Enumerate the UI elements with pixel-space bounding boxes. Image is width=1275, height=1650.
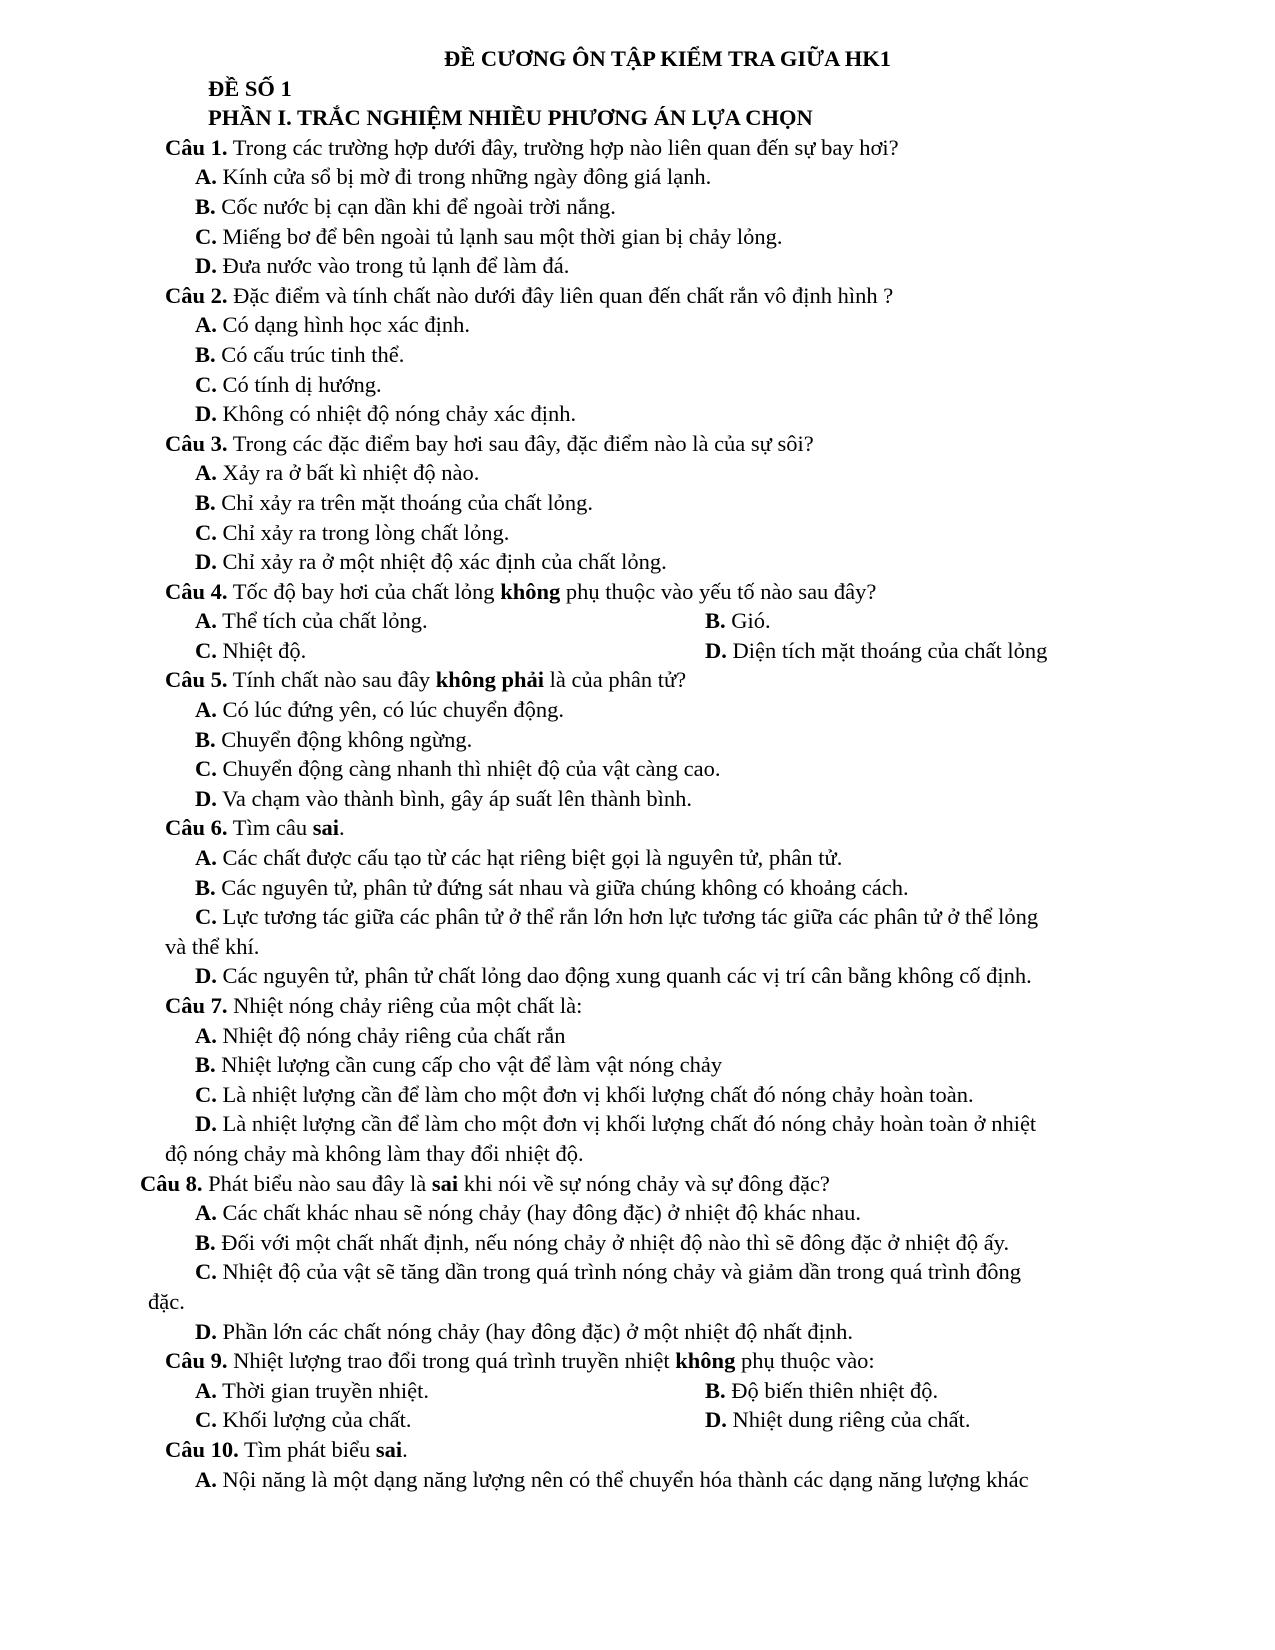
option-letter: A. (195, 164, 217, 190)
option-b (705, 606, 771, 636)
option-row (0, 1376, 1275, 1406)
option-text: Diện tích mặt thoáng của chất lỏng (732, 637, 1048, 663)
option-c (0, 754, 1275, 784)
question-emphasis: không phải (435, 667, 544, 693)
option-b (705, 1376, 938, 1406)
option-text: Các chất được cấu tạo từ các hạt riêng biệt gọi là nguyên tử, phân tử. (222, 845, 843, 871)
option-text: Có lúc đứng yên, có lúc chuyển động. (222, 697, 564, 723)
option-row (0, 1405, 1275, 1435)
option-c (0, 1257, 1275, 1287)
option-text: Các nguyên tử, phân tử đứng sát nhau và giữa chúng không có khoảng cách. (221, 874, 909, 900)
question-8 (0, 1169, 1275, 1199)
option-text: Cốc nước bị cạn dần khi để ngoài trời nắng. (221, 193, 616, 219)
option-letter: A. (195, 1466, 217, 1492)
question-emphasis: sai (375, 1436, 403, 1462)
option-d-continuation: độ nóng chảy mà không làm thay đổi nhiệt độ. (165, 1140, 584, 1166)
option-d (705, 1405, 971, 1435)
option-letter: C. (195, 1081, 217, 1107)
option-a (0, 843, 1275, 873)
option-letter: B. (195, 489, 216, 515)
option-letter: A. (195, 845, 217, 871)
question-text: Trong các đặc điểm bay hơi sau đây, đặc điểm nào là của sự sôi? (232, 430, 814, 456)
option-letter: D. (195, 253, 217, 279)
option-b (0, 725, 1275, 755)
option-letter: A. (195, 1377, 217, 1403)
option-text: Chỉ xảy ra trong lòng chất lỏng. (222, 519, 510, 545)
option-d (0, 547, 1275, 577)
option-a (0, 1198, 1275, 1228)
option-letter: C. (195, 371, 217, 397)
option-d (0, 251, 1275, 281)
option-a (0, 310, 1275, 340)
question-text: là của phân tử? (549, 667, 687, 693)
option-letter: A. (195, 697, 217, 723)
option-letter: D. (195, 1111, 217, 1137)
option-text: Có cấu trúc tinh thể. (221, 341, 405, 367)
option-c-continuation: và thể khí. (165, 933, 260, 959)
option-text: Nhiệt dung riêng của chất. (732, 1407, 971, 1433)
option-letter: A. (195, 312, 217, 338)
question-number: Câu 1. (165, 134, 228, 160)
question-2 (0, 281, 1275, 311)
question-text: phụ thuộc vào yếu tố nào sau đây? (565, 578, 877, 604)
option-text: Thời gian truyền nhiệt. (222, 1377, 429, 1403)
option-text: Miếng bơ để bên ngoài tủ lạnh sau một thời gian bị chảy lỏng. (222, 223, 783, 249)
option-text: Xảy ra ở bất kì nhiệt độ nào. (222, 460, 480, 486)
option-a (0, 695, 1275, 725)
option-letter: A. (195, 1200, 217, 1226)
option-text: Có tính dị hướng. (222, 371, 382, 397)
option-letter: D. (195, 963, 217, 989)
option-c-continuation: đặc. (148, 1288, 185, 1314)
question-text: Trong các trường hợp dưới đây, trường hợp nào liên quan đến sự bay hơi? (232, 134, 899, 160)
option-letter: C. (195, 637, 217, 663)
option-b (0, 873, 1275, 903)
option-text: Chỉ xảy ra ở một nhiệt độ xác định của chất lỏng. (222, 549, 667, 575)
question-text: Tìm phát biểu (243, 1436, 371, 1462)
option-text: Chuyển động càng nhanh thì nhiệt độ của vật càng cao. (222, 756, 721, 782)
option-c (0, 1080, 1275, 1110)
question-text: Phát biểu nào sau đây là (208, 1170, 427, 1196)
option-letter: A. (195, 1022, 217, 1048)
option-text: Nội năng là một dạng năng lượng nên có thể chuyển hóa thành các dạng năng lượng khác (222, 1466, 1029, 1492)
option-letter: C. (195, 519, 217, 545)
option-c (0, 518, 1275, 548)
option-c (0, 902, 1275, 932)
section-heading: PHẦN I. TRẮC NGHIỆM NHIỀU PHƯƠNG ÁN LỰA CHỌN (208, 105, 813, 131)
option-a (195, 1376, 429, 1406)
question-text: Tìm câu (232, 815, 308, 841)
option-letter: A. (195, 608, 217, 634)
option-letter: B. (705, 1377, 726, 1403)
question-emphasis: sai (312, 815, 339, 841)
option-text: Phần lớn các chất nóng chảy (hay đông đặc) ở một nhiệt độ nhất định. (222, 1318, 854, 1344)
question-1 (0, 133, 1275, 163)
option-row (0, 636, 1275, 666)
question-9 (0, 1346, 1275, 1376)
option-b (0, 192, 1275, 222)
document-page (0, 44, 1275, 1494)
question-text: . (402, 1436, 408, 1462)
option-d (0, 1317, 1275, 1347)
option-b (0, 340, 1275, 370)
question-number: Câu 4. (165, 578, 228, 604)
option-text: Chỉ xảy ra trên mặt thoáng của chất lỏng. (221, 489, 594, 515)
option-c (0, 370, 1275, 400)
document-title: ĐỀ CƯƠNG ÔN TẬP KIỂM TRA GIỮA HK1 (444, 46, 891, 71)
option-d (0, 961, 1275, 991)
option-letter: B. (705, 608, 726, 634)
option-a (0, 162, 1275, 192)
question-text: Đặc điểm và tính chất nào dưới đây liên quan đến chất rắn vô định hình ? (233, 282, 894, 308)
option-letter: B. (195, 193, 216, 219)
option-b (0, 488, 1275, 518)
option-text: Đối với một chất nhất định, nếu nóng chảy ở nhiệt độ nào thì sẽ đông đặc ở nhiệt độ ấy. (221, 1229, 1010, 1255)
option-letter: B. (195, 1052, 216, 1078)
option-letter: C. (195, 1407, 217, 1433)
option-b (0, 1050, 1275, 1080)
option-text: Không có nhiệt độ nóng chảy xác định. (222, 401, 577, 427)
question-text: Nhiệt lượng trao đổi trong quá trình truyền nhiệt (233, 1348, 670, 1374)
question-number: Câu 8. (140, 1170, 203, 1196)
option-letter: D. (195, 401, 217, 427)
option-letter: C. (195, 1259, 217, 1285)
option-letter: C. (195, 904, 217, 930)
option-c (195, 1405, 412, 1435)
option-text: Nhiệt độ của vật sẽ tăng dần trong quá trình nóng chảy và giảm dần trong quá trình đông (222, 1259, 1022, 1285)
option-a (0, 458, 1275, 488)
option-c (195, 636, 306, 666)
exam-number: ĐỀ SỐ 1 (208, 75, 292, 101)
question-emphasis: sai (431, 1170, 459, 1196)
option-c (0, 222, 1275, 252)
question-text: Tốc độ bay hơi của chất lỏng (232, 578, 495, 604)
option-letter: D. (705, 637, 727, 663)
option-text: Lực tương tác giữa các phân tử ở thể rắn lớn hơn lực tương tác giữa các phân tử ở thể lỏng (222, 904, 1039, 930)
question-text: Tính chất nào sau đây (232, 667, 431, 693)
question-emphasis: không (500, 578, 561, 604)
option-d (0, 399, 1275, 429)
option-text: Chuyển động không ngừng. (221, 726, 473, 752)
question-emphasis: không (675, 1348, 736, 1374)
option-text: Đưa nước vào trong tủ lạnh để làm đá. (222, 253, 570, 279)
question-text: Nhiệt nóng chảy riêng của một chất là: (233, 993, 583, 1018)
option-text: Nhiệt độ. (222, 637, 307, 663)
question-6 (0, 813, 1275, 843)
option-d (0, 784, 1275, 814)
question-number: Câu 6. (165, 815, 228, 841)
question-number: Câu 2. (165, 282, 228, 308)
question-number: Câu 5. (165, 667, 228, 693)
question-7 (0, 991, 1275, 1021)
option-text: Gió. (731, 608, 771, 634)
option-letter: D. (705, 1407, 727, 1433)
option-b (0, 1228, 1275, 1258)
option-a (0, 1465, 1275, 1495)
question-text: phụ thuộc vào: (740, 1348, 875, 1374)
option-text: Kính cửa sổ bị mờ đi trong những ngày đông giá lạnh. (222, 164, 712, 190)
option-a (0, 1021, 1275, 1051)
question-text: . (338, 815, 345, 841)
option-text: Các chất khác nhau sẽ nóng chảy (hay đông đặc) ở nhiệt độ khác nhau. (222, 1200, 862, 1226)
question-10 (0, 1435, 1275, 1465)
option-text: Độ biến thiên nhiệt độ. (731, 1377, 939, 1403)
option-letter: B. (195, 726, 216, 752)
question-number: Câu 10. (165, 1436, 239, 1462)
option-letter: B. (195, 1229, 216, 1255)
question-number: Câu 3. (165, 430, 228, 456)
option-d (0, 1109, 1275, 1139)
question-4 (0, 577, 1275, 607)
option-letter: A. (195, 460, 217, 486)
option-letter: D. (195, 785, 217, 811)
option-letter: B. (195, 341, 216, 367)
option-letter: D. (195, 549, 217, 575)
option-row (0, 606, 1275, 636)
question-number: Câu 9. (165, 1348, 228, 1374)
option-text: Khối lượng của chất. (222, 1407, 412, 1433)
question-text: khi nói về sự nóng chảy và sự đông đặc? (463, 1170, 830, 1196)
question-number: Câu 7. (165, 993, 228, 1018)
option-letter: B. (195, 874, 216, 900)
option-text: Va chạm vào thành bình, gây áp suất lên thành bình. (222, 785, 692, 811)
option-a (195, 606, 428, 636)
option-text: Là nhiệt lượng cần để làm cho một đơn vị khối lượng chất đó nóng chảy hoàn toàn. (222, 1081, 974, 1107)
option-text: Có dạng hình học xác định. (222, 312, 470, 338)
option-text: Là nhiệt lượng cần để làm cho một đơn vị khối lượng chất đó nóng chảy hoàn toàn ở nhiệt (222, 1111, 1037, 1137)
option-letter: C. (195, 223, 217, 249)
option-text: Thể tích của chất lỏng. (222, 608, 428, 634)
question-3 (0, 429, 1275, 459)
question-5 (0, 665, 1275, 695)
option-text: Các nguyên tử, phân tử chất lỏng dao động xung quanh các vị trí cân bằng không cố định. (222, 963, 1032, 989)
option-text: Nhiệt độ nóng chảy riêng của chất rắn (222, 1022, 566, 1048)
option-d (705, 636, 1047, 666)
option-letter: C. (195, 756, 217, 782)
option-text: Nhiệt lượng cần cung cấp cho vật để làm vật nóng chảy (221, 1052, 723, 1078)
option-letter: D. (195, 1318, 217, 1344)
